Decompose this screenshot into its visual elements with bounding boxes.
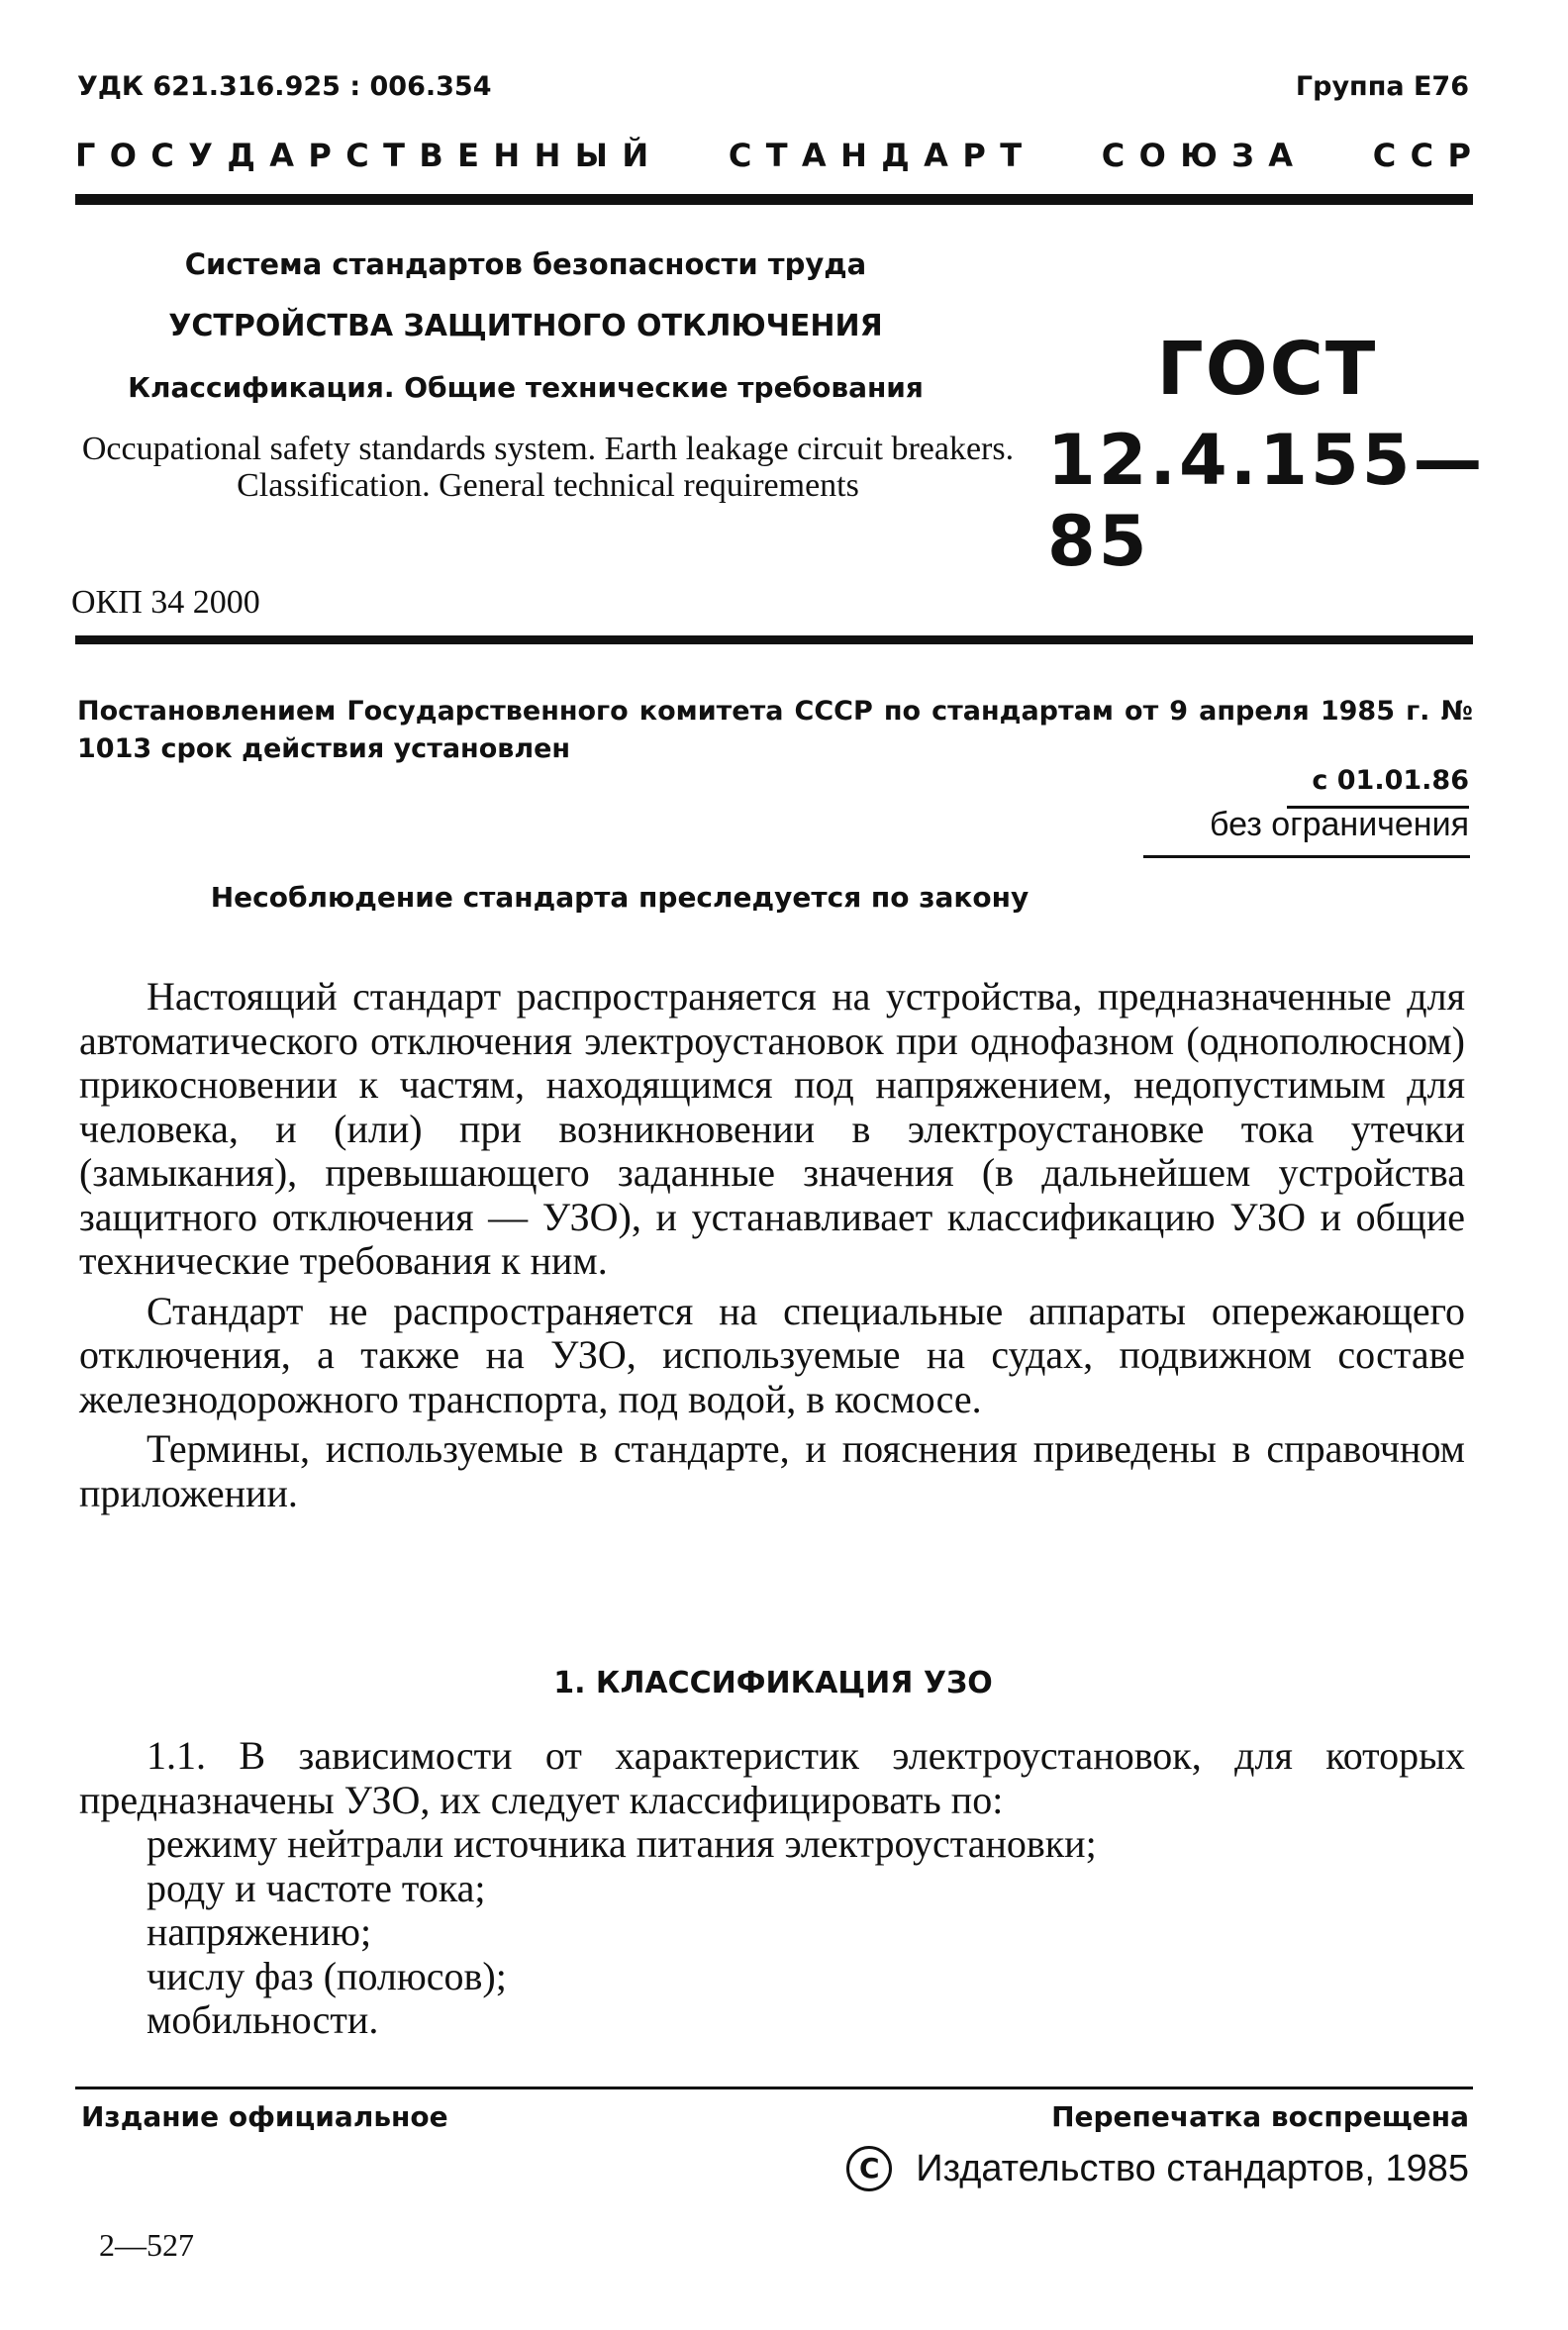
list-item: числу фаз (полюсов); [147, 1953, 507, 1998]
okp-code: ОКП 34 2000 [71, 584, 260, 621]
list-item: мобильности. [147, 1997, 379, 2042]
effective-date: с 01.01.86 [1312, 765, 1469, 796]
clause-text: 1.1. В зависимости от характеристик электроустановок, для которых предназначены УЗО, их следует классифицировать по: [79, 1733, 1465, 1822]
state-standard-banner [75, 137, 1486, 174]
body-paragraph: Настоящий стандарт распространяется на устройства, предназначенные для автоматического отключения электроустановок при однофазном (однополюсном) прикосновении к частям, находящимся под напряжением, недопустимым для человека, и (или) при возникновении в электроустановке тока утечки (замыкания), превышающего заданные значения (в дальнейшем устройства защитного отключения — УЗО), и устанавливает классификацию УЗО и общие технические требования к ним. [79, 974, 1465, 1283]
footer-rule [75, 2087, 1473, 2089]
non-observance-notice: Несоблюдение стандарта преследуется по закону [210, 881, 1029, 914]
classification-title: Классификация. Общие технические требования [128, 371, 924, 404]
list-item: режиму нейтрали источника питания электроустановки; [147, 1821, 1097, 1866]
body-text [79, 975, 1465, 1515]
body-paragraph: Термины, используемые в стандарте, и пояснения приведены в справочном приложении. [79, 1426, 1465, 1515]
gost-number: 12.4.155—85 [1047, 420, 1486, 582]
group-code: Группа Е76 [1295, 71, 1469, 102]
list-item: напряжению; [147, 1909, 372, 1954]
middle-thick-rule [75, 635, 1473, 644]
decree-text: Постановлением Государственного комитета СССР по стандартам от 9 апреля 1985 г. № 1013 срок действия установлен [77, 696, 1473, 764]
list-item: роду и частоте тока; [147, 1865, 486, 1910]
copyright-icon: C [846, 2146, 892, 2191]
banner-word-1: ГОСУДАРСТВЕННЫЙ [75, 137, 663, 174]
official-edition-label: Издание официальное [81, 2100, 448, 2133]
reprint-prohibited-label: Перепечатка воспрещена [1051, 2100, 1469, 2133]
system-title: Система стандартов безопасности труда [184, 247, 867, 281]
banner-word-4: ССР [1372, 137, 1486, 174]
main-title: УСТРОЙСТВА ЗАЩИТНОГО ОТКЛЮЧЕНИЯ [168, 309, 883, 343]
print-code: 2—527 [99, 2227, 194, 2263]
banner-word-2: СТАНДАРТ [728, 137, 1036, 174]
validity-no-limit: без ограничения [1210, 806, 1469, 843]
publisher-name: Издательство стандартов, 1985 [916, 2147, 1469, 2189]
validity-underline [1143, 855, 1470, 858]
english-title: Occupational safety standards system. Earth leakage circuit breakers. Classification. General technical requirements [81, 431, 1015, 504]
gost-label: ГОСТ [1156, 327, 1378, 412]
body-paragraph: Стандарт не распространяется на специальные аппараты опережающего отключения, а также на УЗО, используемые на судах, подвижном составе железнодорожного транспорта, под водой, в космосе. [79, 1288, 1465, 1421]
publisher-line [846, 2146, 1469, 2191]
section-heading: 1. КЛАССИФИКАЦИЯ УЗО [553, 1666, 993, 1700]
classification-list [79, 1822, 1465, 2043]
udc-code: УДК 621.316.925 : 006.354 [77, 71, 492, 102]
top-thick-rule [75, 194, 1473, 205]
clause-1-1 [79, 1734, 1465, 2043]
banner-word-3: СОЮЗА [1101, 137, 1308, 174]
